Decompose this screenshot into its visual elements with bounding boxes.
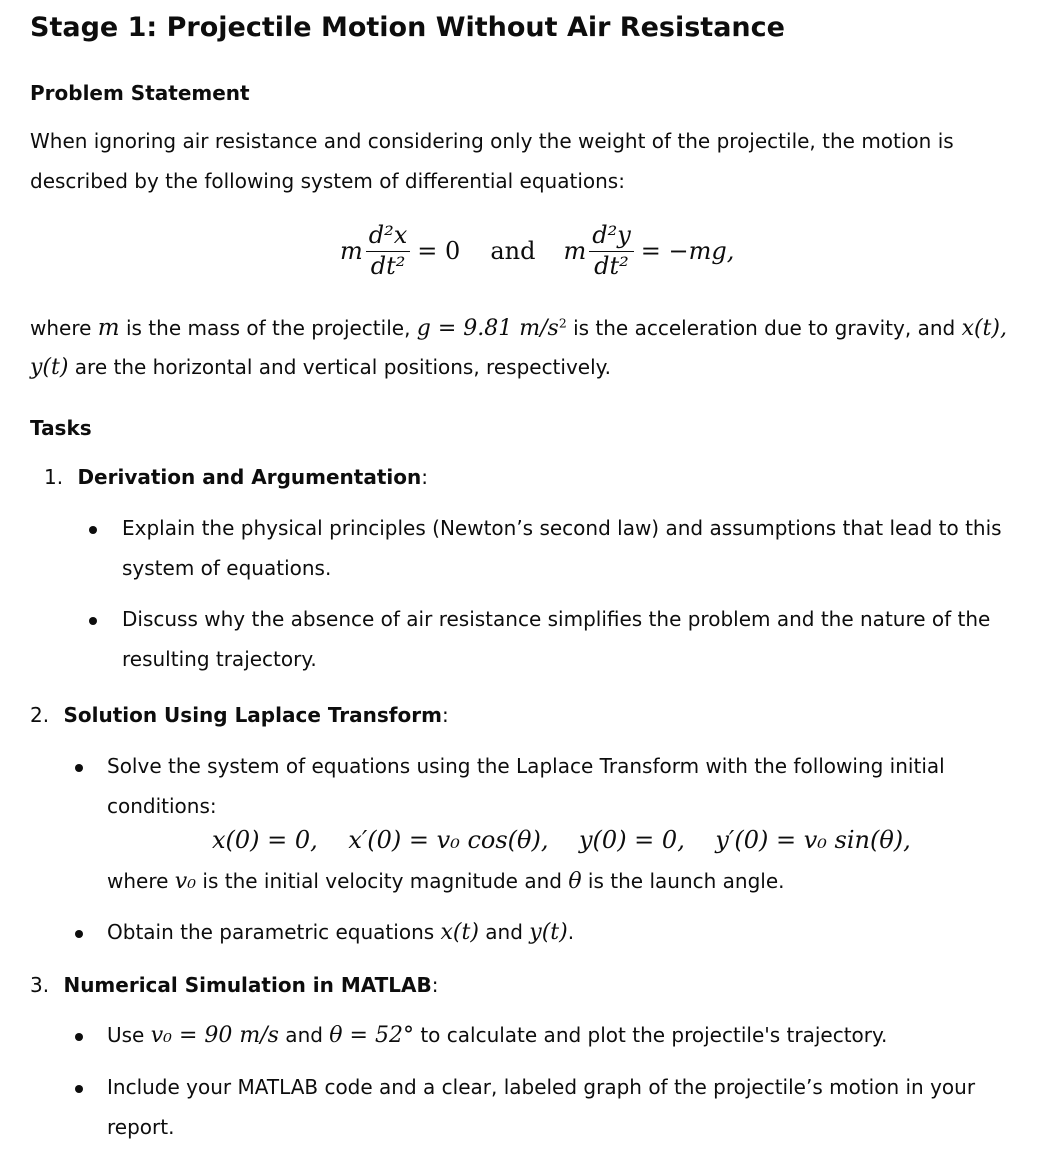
where-t3: is the acceleration due to gravity, and (566, 316, 962, 340)
where-text-line-1 (30, 315, 1007, 341)
eq-equals-zero: = 0 (417, 237, 461, 266)
bullet-dot (75, 930, 83, 938)
task-2-where-line (107, 869, 785, 894)
task-3-bullet-1 (107, 1023, 887, 1048)
eq-and: and (490, 237, 536, 266)
bullet-dot (89, 526, 97, 534)
task-1-bullet-1-line-1: Explain the physical principles (Newton’s second law) and assumptions that lead to this (122, 516, 1002, 540)
where-g-value: g = 9.81 m/s (416, 316, 559, 341)
task-2-bullet-1-line-1: Solve the system of equations using the Laplace Transform with the following initial (107, 754, 945, 778)
where-g-exponent: 2 (558, 315, 567, 331)
task-2-b2-t1: Obtain the parametric equations (107, 920, 441, 944)
where-m: m (97, 315, 120, 341)
task-2-bullet-1-line-2: conditions: (107, 794, 217, 818)
eq-m2: m (563, 237, 587, 266)
eq-dt2-x: dt² (370, 251, 406, 280)
eq-d2x: d²x (366, 222, 411, 252)
task-2-number: 2. (30, 703, 50, 727)
bullet-dot (89, 617, 97, 625)
bullet-dot (75, 764, 83, 772)
task-3-label: Numerical Simulation in MATLAB (63, 973, 432, 997)
task-2-where-t2: is the initial velocity magnitude and (196, 869, 569, 893)
intro-text-line-1: When ignoring air resistance and considering only the weight of the projectile, the motion is (30, 129, 954, 153)
task-3-bullet-2-line-1: Include your MATLAB code and a clear, labeled graph of the projectile’s motion in your (107, 1075, 976, 1099)
task-3-v0-value: v₀ = 90 m/s (150, 1023, 279, 1048)
task-2-bullet-2 (107, 920, 574, 945)
eq-frac-x (366, 222, 411, 280)
eq-frac-y (589, 222, 634, 280)
where-text-line-2 (30, 355, 611, 380)
where-xt: x(t), (961, 316, 1007, 341)
initial-conditions: x(0) = 0, x′(0) = v₀ cos(θ), y(0) = 0, y′(0) = v₀ sin(θ), (212, 826, 911, 854)
task-3-b1-t2: and (278, 1023, 330, 1047)
where-yt: y(t) (30, 355, 69, 380)
task-1-bullet-2-line-1: Discuss why the absence of air resistance simplifies the problem and the nature of the (122, 607, 991, 631)
bullet-dot (75, 1033, 83, 1041)
task-1-colon: : (421, 465, 428, 489)
problem-statement-heading: Problem Statement (30, 81, 250, 105)
task-1-number: 1. (44, 465, 64, 489)
task-1-bullet-1-line-2: system of equations. (122, 556, 332, 580)
where-t4: are the horizontal and vertical positions, respectively. (68, 355, 611, 379)
task-1-bullet-2-line-2: resulting trajectory. (122, 647, 317, 671)
where-t1: where (30, 316, 98, 340)
task-2-colon: : (441, 703, 449, 727)
differential-equations (340, 222, 734, 280)
task-3-number: 3. (30, 973, 50, 997)
eq-m1: m (340, 237, 363, 266)
tasks-heading: Tasks (30, 416, 92, 440)
task-1-title (44, 465, 428, 489)
task-3-colon: : (431, 973, 439, 997)
task-3-theta-value: θ = 52° (329, 1023, 414, 1048)
task-3-bullet-2-line-2: report. (107, 1115, 175, 1139)
task-2-theta: θ (568, 869, 582, 894)
page-title: Stage 1: Projectile Motion Without Air Resistance (30, 12, 785, 43)
task-2-xt: x(t) (440, 920, 479, 945)
eq-d2y: d²y (589, 222, 634, 252)
task-3-b1-t1: Use (107, 1023, 151, 1047)
task-2-b2-t2: and (478, 920, 530, 944)
bullet-dot (75, 1085, 83, 1093)
task-2-where-t1: where (107, 869, 175, 893)
intro-text-line-2: described by the following system of differential equations: (30, 169, 625, 193)
eq-dt2-y: dt² (594, 251, 629, 280)
task-2-yt: y(t) (529, 920, 568, 945)
task-1-label: Derivation and Argumentation (77, 465, 422, 489)
task-2-where-t3: is the launch angle. (581, 869, 785, 893)
task-3-b1-t3: to calculate and plot the projectile's trajectory. (413, 1023, 888, 1047)
task-2-v0: v₀ (174, 869, 197, 894)
eq-equals-minus-mg: = −mg, (640, 237, 735, 266)
task-2-b2-t3: . (567, 920, 575, 944)
task-3-title (30, 973, 439, 997)
where-t2: is the mass of the projectile, (119, 316, 417, 340)
task-2-title (30, 703, 449, 727)
task-2-label: Solution Using Laplace Transform (63, 703, 442, 727)
